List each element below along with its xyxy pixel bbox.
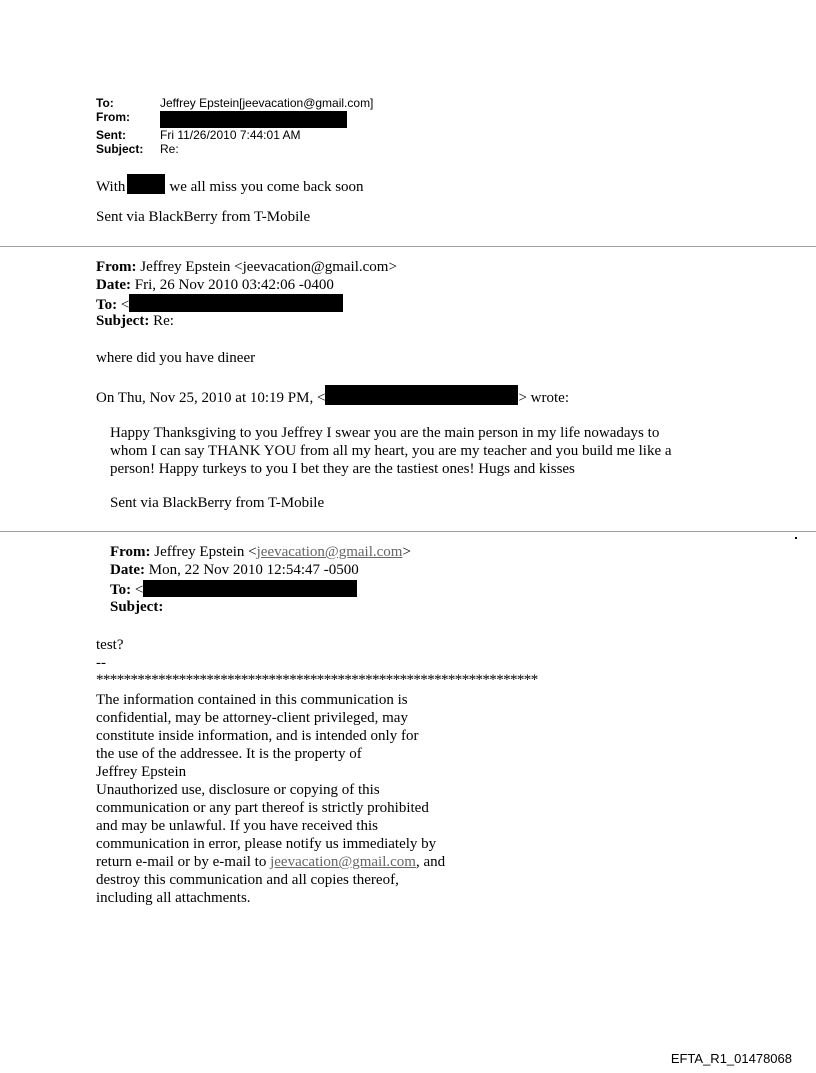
from-label: From: xyxy=(96,110,130,124)
disclaimer-link-prefix: return e-mail or by e-mail to xyxy=(96,854,271,870)
subject-label: Subject: xyxy=(96,313,150,329)
message-3-subject-row xyxy=(110,598,163,616)
subject-value: Re: xyxy=(160,142,179,156)
date-label: Date: xyxy=(110,562,145,578)
disclaimer-line: destroy this communication and all copies thereof, xyxy=(96,872,399,888)
disclaimer-line: including all attachments. xyxy=(96,890,251,906)
quoted-signature: Sent via BlackBerry from T-Mobile xyxy=(110,495,325,511)
to-value: < xyxy=(120,297,130,313)
disclaimer-line: the use of the addressee. It is the property of xyxy=(96,746,362,762)
redaction-block xyxy=(160,111,347,128)
message-3-date-row xyxy=(110,561,359,579)
message-2-to-row xyxy=(96,294,343,314)
subject-label: Subject: xyxy=(110,599,164,615)
quote-suffix: > wrote: xyxy=(518,390,569,406)
to-value: Jeffrey Epstein[jeevacation@gmail.com] xyxy=(160,96,374,110)
disclaimer-link-line xyxy=(96,853,445,871)
date-label: Date: xyxy=(96,277,131,293)
message-1-body xyxy=(96,174,364,196)
from-value: Jeffrey Epstein <jeevacation@gmail.com> xyxy=(140,259,397,275)
message-3-to-row xyxy=(110,580,357,599)
redaction-block xyxy=(143,580,357,597)
quoted-line: whom I can say THANK YOU from all my heart, you are my teacher and you build me like a xyxy=(110,443,672,459)
to-label: To: xyxy=(96,96,114,110)
disclaimer-line: The information contained in this communication is xyxy=(96,692,408,708)
quoted-line: Happy Thanksgiving to you Jeffrey I swear you are the main person in my life nowadays to xyxy=(110,425,660,441)
from-suffix: > xyxy=(402,544,411,560)
to-value: < xyxy=(134,582,144,598)
sent-label: Sent: xyxy=(96,128,126,142)
disclaimer-line: Jeffrey Epstein xyxy=(96,764,187,780)
redaction-block xyxy=(127,174,165,194)
disclaimer-link-suffix: , and xyxy=(415,854,446,870)
from-label: From: xyxy=(96,259,137,275)
quote-prefix: On Thu, Nov 25, 2010 at 10:19 PM, < xyxy=(96,390,326,406)
from-email-link[interactable]: jeevacation@gmail.com xyxy=(256,544,403,560)
redaction-block xyxy=(129,294,343,312)
disclaimer-line: Unauthorized use, disclosure or copying of this xyxy=(96,782,380,798)
from-prefix: Jeffrey Epstein < xyxy=(154,544,257,560)
to-label: To: xyxy=(96,297,118,313)
to-label: To: xyxy=(110,582,132,598)
signature-separator: -- xyxy=(96,655,106,671)
bates-number: EFTA_R1_01478068 xyxy=(670,1051,792,1066)
message-3-body: test? xyxy=(96,637,124,653)
message-1-signature: Sent via BlackBerry from T-Mobile xyxy=(96,209,311,225)
disclaimer-line: communication in error, please notify us immediately by xyxy=(96,836,437,852)
body-prefix: With xyxy=(96,179,126,195)
disclaimer xyxy=(96,691,445,907)
disclaimer-line: communication or any part thereof is strictly prohibited xyxy=(96,800,429,816)
quote-attribution xyxy=(96,385,569,407)
separator-line xyxy=(0,246,816,247)
disclaimer-line: constitute inside information, and is intended only for xyxy=(96,728,419,744)
redaction-block xyxy=(325,385,518,405)
disclaimer-line: and may be unlawful. If you have received this xyxy=(96,818,378,834)
from-label: From: xyxy=(110,544,151,560)
message-2-from-row xyxy=(96,258,397,276)
message-2-subject-row xyxy=(96,312,174,330)
disclaimer-line: confidential, may be attorney-client privileged, may xyxy=(96,710,408,726)
date-value: Mon, 22 Nov 2010 12:54:47 -0500 xyxy=(148,562,359,578)
subject-label: Subject: xyxy=(96,142,144,156)
subject-value: Re: xyxy=(153,313,174,329)
message-3-from-row xyxy=(110,543,411,561)
sent-value: Fri 11/26/2010 7:44:01 AM xyxy=(160,128,301,142)
body-suffix: we all miss you come back soon xyxy=(169,179,364,195)
message-2-date-row xyxy=(96,276,334,294)
disclaimer-email-link[interactable]: jeevacation@gmail.com xyxy=(270,854,416,870)
asterisk-divider: **************************************************************** xyxy=(96,672,538,688)
message-2-body: where did you have dineer xyxy=(96,350,256,366)
stray-dot xyxy=(795,537,797,539)
separator-line xyxy=(0,531,816,532)
date-value: Fri, 26 Nov 2010 03:42:06 -0400 xyxy=(134,277,334,293)
quoted-line: person! Happy turkeys to you I bet they are the tastiest ones! Hugs and kisses xyxy=(110,461,575,477)
